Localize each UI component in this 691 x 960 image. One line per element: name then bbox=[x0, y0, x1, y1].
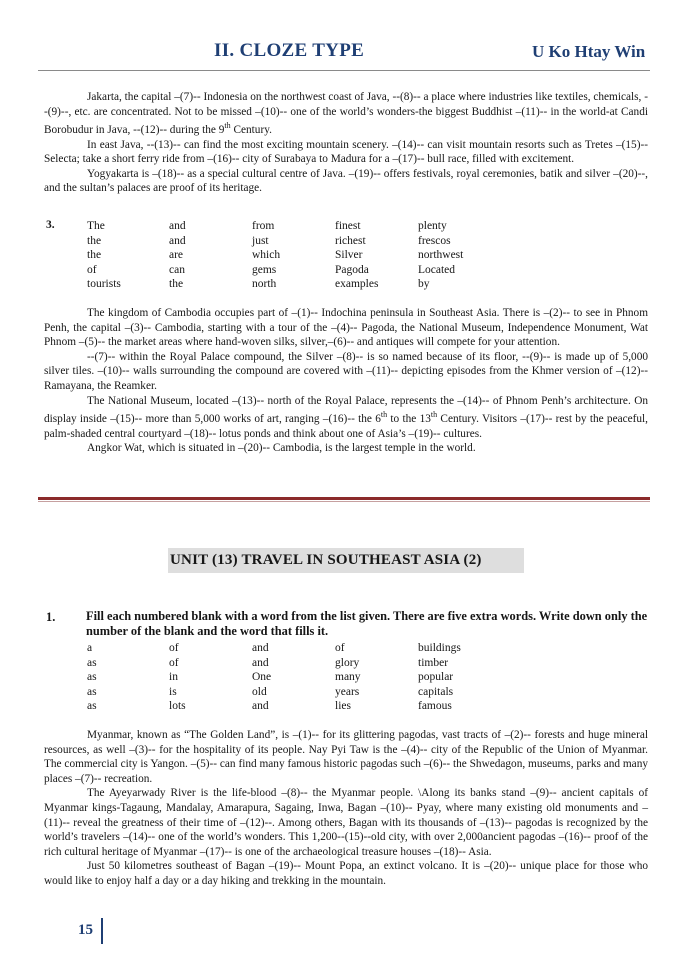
passage-paragraph: Angkor Wat, which is situated in –(20)-- Cambodia, is the largest temple in the world. bbox=[87, 442, 476, 455]
passage-paragraph: The Ayeyarwady River is the life-blood –(8)-- the Myanmar people. \Along its banks stand –(9)-- ancient capitals of Myanmar kings-Tagaung, Mandalay, Amarapura, Sagaing, Inwa, Bagan –(10)-- Pyay, where many existing old monuments and –(11)-- reveal the greatness of their time of –(12)--. Among others, Bagan with its thousands of –(13)-- pagodas is recognized by the world’s travelers –(14)-- one of the world’s wonders. This 1,200--(15)--old city, with over 2,000ancient pagodas –(16)-- proof of the rich cultural heritage of Myanmar –(17)-- is one of the archaeological treasure houses –(18)-- Asia. bbox=[44, 787, 648, 858]
word: of bbox=[335, 642, 345, 654]
word: glory bbox=[335, 656, 360, 669]
word: finest bbox=[335, 220, 361, 232]
passage-myanmar bbox=[44, 728, 648, 889]
word: timber bbox=[418, 656, 449, 669]
word: and bbox=[252, 700, 269, 712]
word: can bbox=[169, 263, 185, 276]
question-instruction: Fill each numbered blank with a word from the list given. There are five extra words. Write down only the number of the blank and the word that fills it. bbox=[86, 609, 648, 638]
word: frescos bbox=[418, 234, 451, 247]
word: gems bbox=[252, 263, 277, 276]
word: plenty bbox=[418, 220, 447, 232]
word: of bbox=[169, 642, 179, 654]
word-column bbox=[169, 219, 186, 292]
word: many bbox=[335, 671, 361, 683]
passage-paragraph: In east Java, --(13)-- can find the most exciting mountain scenery. –(14)-- can visit mountain resorts such as Tretes –(15)-- Selecta; take a short ferry ride from –(16)-- city of Surabaya to Madura for a –(17)-- bull race, filled with excitement. bbox=[44, 138, 648, 166]
word: the bbox=[87, 234, 102, 247]
question-number: 3. bbox=[46, 219, 55, 231]
passage-paragraph: Jakarta, the capital –(7)-- Indonesia on the northwest coast of Java, --(8)-- a place where industries like textiles, chemicals, --(9)--, etc. are concentrated. Not to be missed –(10)-- one of the world’s wonders-the biggest Buddhist –(11)-- in the world-at Candi Borobudur in Java, --(12)-- during the 9th Century. bbox=[44, 91, 648, 136]
word: Located bbox=[418, 263, 456, 276]
word-column bbox=[169, 641, 186, 714]
passage-cambodia bbox=[44, 306, 648, 456]
word: are bbox=[169, 249, 184, 261]
passage-paragraph: Yogyakarta is –(18)-- as a special cultural centre of Java. –(19)-- offers festivals, royal ceremonies, batik and silver –(20)--, and the sultan’s palaces are proof of its heritage. bbox=[44, 167, 648, 195]
word: the bbox=[87, 249, 102, 261]
word: which bbox=[252, 249, 281, 261]
word-column bbox=[252, 219, 280, 292]
word: buildings bbox=[418, 642, 461, 654]
word: in bbox=[169, 671, 178, 683]
word: by bbox=[418, 278, 430, 290]
section-divider bbox=[38, 497, 650, 500]
word: old bbox=[252, 685, 267, 698]
word: One bbox=[252, 671, 272, 683]
word: from bbox=[252, 220, 275, 232]
word: lots bbox=[169, 700, 186, 712]
word: of bbox=[87, 263, 97, 276]
word-column bbox=[418, 641, 461, 714]
passage-indonesia bbox=[44, 90, 648, 196]
word-list-q1 bbox=[87, 641, 507, 715]
word-column bbox=[87, 219, 121, 292]
word: Pagoda bbox=[335, 263, 369, 276]
word-column bbox=[87, 641, 97, 714]
word: of bbox=[169, 656, 179, 669]
word: as bbox=[87, 671, 97, 683]
word: examples bbox=[335, 278, 379, 290]
word: famous bbox=[418, 700, 452, 712]
word-list-q3 bbox=[87, 219, 507, 293]
word: as bbox=[87, 685, 97, 698]
word-column bbox=[335, 641, 361, 714]
word: tourists bbox=[87, 278, 121, 290]
word: lies bbox=[335, 700, 351, 712]
word: The bbox=[87, 220, 105, 232]
word-column bbox=[418, 219, 463, 292]
word: years bbox=[335, 685, 360, 698]
word: northwest bbox=[418, 249, 464, 261]
word: and bbox=[169, 234, 186, 247]
page-number: 15 bbox=[78, 922, 93, 938]
question-number: 1. bbox=[46, 610, 56, 624]
word: capitals bbox=[418, 685, 454, 698]
word: just bbox=[252, 234, 269, 247]
section-divider-shadow bbox=[38, 501, 650, 502]
word-column bbox=[335, 219, 378, 292]
passage-paragraph: Just 50 kilometres southeast of Bagan –(19)-- Mount Popa, an extinct volcano. It is –(20)-- unique place for those who would like to enjoy half a day or a day hiking and trekking in the mountain. bbox=[44, 860, 648, 887]
word: and bbox=[252, 642, 269, 654]
word: and bbox=[252, 656, 269, 669]
passage-paragraph: The National Museum, located –(13)-- north of the Royal Palace, represents the –(14)-- of Phnom Penh’s architecture. On display inside –(15)-- more than 5,000 works of art, ranging –(16)-- the 6th to the 13th Century. Visitors –(17)-- rest by the peaceful, palm-shaded central courtyard –(18)-- lotus ponds and think about one of Asia’s –(19)-- cultures. bbox=[44, 394, 649, 440]
word: the bbox=[169, 278, 184, 290]
word: Silver bbox=[335, 249, 363, 261]
word: a bbox=[87, 642, 93, 654]
word: as bbox=[87, 656, 97, 669]
author-name: U Ko Htay Win bbox=[532, 42, 646, 61]
unit-title: UNIT (13) TRAVEL IN SOUTHEAST ASIA (2) bbox=[170, 552, 482, 568]
page-number-bar bbox=[101, 918, 103, 944]
page-section-title: II. CLOZE TYPE bbox=[214, 40, 365, 61]
word: richest bbox=[335, 234, 366, 247]
passage-paragraph: --(7)-- within the Royal Palace compound, the Silver –(8)-- is so named because of its floor, --(9)-- is made up of 5,000 silver tiles. –(10)-- walls surrounding the compound are covered with –(11)-- depicting episodes from the Khmer version of –(12)-- Ramayana, the Reamker. bbox=[44, 350, 648, 392]
word: is bbox=[169, 685, 177, 698]
word: north bbox=[252, 278, 277, 290]
passage-paragraph: Myanmar, known as “The Golden Land”, is –(1)-- for its glittering pagodas, vast tracts of –(2)-- forests and huge mineral resources, as well –(3)-- for the hospitality of its people. Nay Pyi Taw is the –(4)-- city of the Republic of the Union of Myanmar. The commercial city is Yangon. –(5)-- can find many famous historic pagodas such –(6)-- the Shwedagon, museums, parks and many places –(7)-- recreation. bbox=[44, 729, 648, 785]
header-rule bbox=[38, 70, 650, 71]
passage-paragraph: The kingdom of Cambodia occupies part of –(1)-- Indochina peninsula in Southeast Asia. There is –(2)-- to see in Phnom Penh, the capital –(3)-- Cambodia, starting with a tour of the –(4)-- Pagoda, the National Museum, Independence Monument, Wat Phnom –(5)-- the market areas where hand-woven silks, silver,–(6)-- and antiques will compete for your attention. bbox=[44, 307, 648, 349]
word: and bbox=[169, 220, 186, 232]
word: popular bbox=[418, 671, 454, 683]
word-column bbox=[252, 641, 271, 714]
word: as bbox=[87, 700, 97, 712]
